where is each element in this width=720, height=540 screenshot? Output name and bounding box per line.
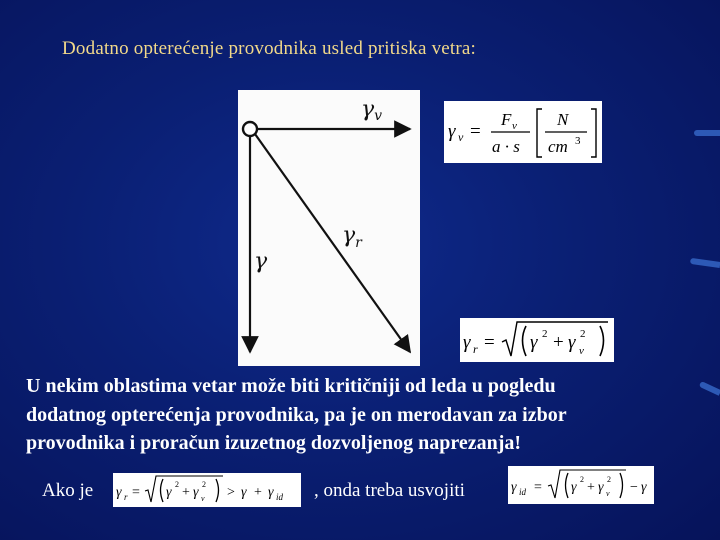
condition-formula: [113, 473, 301, 507]
resultant-formula: [460, 318, 614, 362]
f3-eq: =: [132, 485, 140, 500]
f2-lhs-sub: r: [473, 342, 478, 356]
adopted-formula: [508, 466, 654, 504]
decor-stripe: [690, 258, 720, 268]
label-gamma: γ: [254, 249, 268, 274]
f4-lhs: γ: [511, 480, 517, 495]
f3-gid-sub: id: [276, 492, 284, 502]
label-gamma-r: $\gamma_r$: [342, 223, 362, 251]
f3-plus: +: [182, 485, 190, 500]
condition-label: Ako je: [42, 480, 94, 501]
f4-eq: =: [534, 480, 542, 495]
f4-gv-sub: v: [606, 489, 610, 498]
f3-gv: γ: [193, 485, 199, 500]
f2-gv-sub: v: [579, 345, 584, 357]
f3-g: γ: [166, 485, 172, 500]
f1-unit-exp: 3: [575, 135, 581, 147]
f4-exp: 2: [580, 475, 584, 484]
vector-resultant: [255, 134, 410, 352]
f3-lhs-sub: r: [124, 492, 128, 502]
f4-plus: +: [587, 480, 595, 495]
f4-minus: −: [630, 480, 638, 495]
f1-eq: =: [470, 121, 481, 142]
wind-load-formula: [444, 101, 602, 163]
f2-gv-exp: 2: [580, 328, 586, 340]
f3-gt: >: [227, 485, 235, 500]
f4-gv-exp: 2: [607, 475, 611, 484]
f2-eq: =: [484, 332, 495, 353]
f3-g2: γ: [241, 485, 247, 500]
vector-diagram-svg: [238, 90, 420, 366]
f1-num-sub: v: [512, 120, 517, 132]
slide-title: Dodatno opterećenje provodnika usled pritiska vetra:: [62, 38, 477, 59]
f3-exp: 2: [175, 480, 179, 489]
f1-unit-den: cm: [548, 137, 568, 156]
explanation-paragraph: [26, 372, 706, 458]
f1-unit-num: N: [557, 110, 569, 129]
f1-den: a · s: [492, 137, 520, 156]
f3-plus2: +: [254, 485, 262, 500]
f4-g: γ: [571, 480, 577, 495]
f2-lhs: γ: [463, 332, 471, 353]
paragraph-line-2: dodatnog opterećenja provodnika, pa je on merodavan za izbor: [26, 403, 567, 426]
paragraph-line-1: U nekim oblastima vetar može biti kritičniji od leda u pogledu: [26, 375, 556, 397]
paragraph-line-3: provodnika i proračun izuzetnog dozvoljenog naprezanja!: [26, 432, 522, 454]
f2-plus: +: [553, 332, 564, 353]
then-label: , onda treba usvojiti: [314, 480, 465, 501]
f2-exp: 2: [542, 328, 548, 340]
f4-gv: γ: [598, 480, 604, 495]
vector-diagram: [238, 90, 420, 366]
origin-circle: [243, 122, 257, 136]
f4-lhs-sub: id: [519, 487, 527, 497]
f2-gv: γ: [568, 332, 576, 353]
f3-gv-exp: 2: [202, 480, 206, 489]
f4-g2: γ: [641, 480, 647, 495]
f1-num: F: [501, 110, 512, 129]
label-gamma-v: γv: [361, 97, 383, 124]
f1-lhs: γ: [448, 121, 456, 142]
f2-g: γ: [530, 332, 538, 353]
f3-gv-sub: v: [201, 494, 205, 503]
f3-gid: γ: [268, 485, 274, 500]
f3-lhs: γ: [116, 485, 122, 500]
f1-lhs-sub: v: [458, 130, 464, 144]
decor-stripe: [694, 130, 720, 136]
